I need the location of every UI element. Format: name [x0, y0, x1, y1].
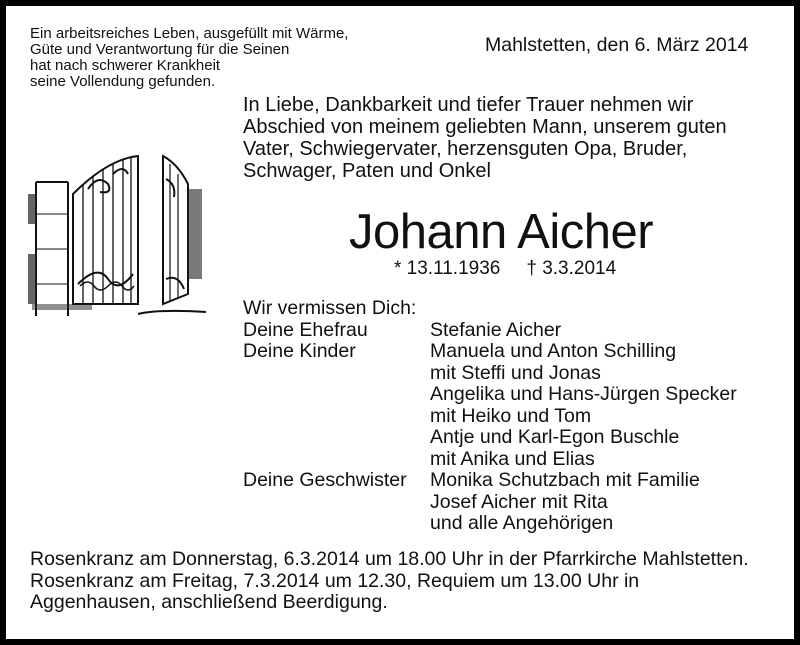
- family-heading: Wir vermissen Dich:: [243, 297, 417, 319]
- garden-gate-illustration: [28, 154, 208, 319]
- obituary-notice: [6, 6, 794, 639]
- intro-line: Abschied von meinem geliebten Mann, unserem guten: [243, 116, 727, 138]
- relation-label: [243, 427, 430, 449]
- family-names: mit Anika und Elias: [430, 447, 595, 470]
- family-row: [243, 427, 737, 449]
- service-line: Rosenkranz am Donnerstag, 6.3.2014 um 18.00 Uhr in der Pfarrkirche Mahlstetten.: [30, 548, 749, 570]
- service-info: [30, 549, 749, 614]
- family-row: [243, 406, 737, 428]
- family-row: [243, 470, 737, 492]
- relation-label: [243, 406, 430, 428]
- deceased-name: Johann Aicher: [349, 205, 654, 259]
- motto: [30, 26, 348, 90]
- relation-label: [243, 513, 430, 535]
- service-line: Rosenkranz am Freitag, 7.3.2014 um 12.30, Requiem um 13.00 Uhr in: [30, 569, 640, 592]
- relation-label: [243, 363, 430, 385]
- birth-date: * 13.11.1936: [394, 258, 501, 279]
- family-names: Monika Schutzbach mit Familie: [430, 469, 700, 491]
- relation-label: [243, 384, 430, 406]
- relation-label: Deine Ehefrau: [243, 318, 368, 341]
- relation-label: Deine Kinder: [243, 340, 356, 362]
- death-date: † 3.3.2014: [526, 258, 617, 279]
- family-names: Angelika und Hans-Jürgen Specker: [430, 383, 737, 405]
- service-line: Aggenhausen, anschließend Beerdigung.: [30, 591, 388, 613]
- family-names: Manuela und Anton Schilling: [430, 340, 677, 362]
- family-row: [243, 513, 737, 535]
- motto-line: seine Vollendung gefunden.: [30, 73, 216, 90]
- relation-label: [243, 449, 430, 471]
- motto-line: Güte und Verantwortung für die Seinen: [30, 41, 290, 58]
- family-names: Stefanie Aicher: [430, 318, 562, 341]
- motto-line: hat nach schwerer Krankheit: [30, 57, 221, 74]
- intro-text: [243, 94, 727, 182]
- family-row: [243, 492, 737, 514]
- relation-label: Deine Geschwister: [243, 469, 407, 491]
- intro-line: In Liebe, Dankbarkeit und tiefer Trauer nehmen wir: [243, 94, 694, 116]
- family-list: [243, 298, 737, 535]
- family-names: Josef Aicher mit Rita: [430, 490, 608, 513]
- family-names: mit Steffi und Jonas: [430, 361, 601, 384]
- intro-line: Vater, Schwiegervater, herzensguten Opa, Bruder,: [243, 138, 688, 160]
- family-row: [243, 384, 737, 406]
- place-date: Mahlstetten, den 6. März 2014: [485, 34, 749, 56]
- family-row: [243, 341, 737, 363]
- family-row: [243, 320, 737, 342]
- motto-line: Ein arbeitsreiches Leben, ausgefüllt mit Wärme,: [30, 25, 349, 42]
- life-dates: [394, 258, 642, 280]
- family-names: und alle Angehörigen: [430, 512, 614, 534]
- family-names: mit Heiko und Tom: [430, 404, 592, 427]
- intro-line: Schwager, Paten und Onkel: [243, 160, 491, 182]
- relation-label: [243, 492, 430, 514]
- family-row: [243, 363, 737, 385]
- family-names: Antje und Karl-Egon Buschle: [430, 426, 680, 448]
- family-row: [243, 449, 737, 471]
